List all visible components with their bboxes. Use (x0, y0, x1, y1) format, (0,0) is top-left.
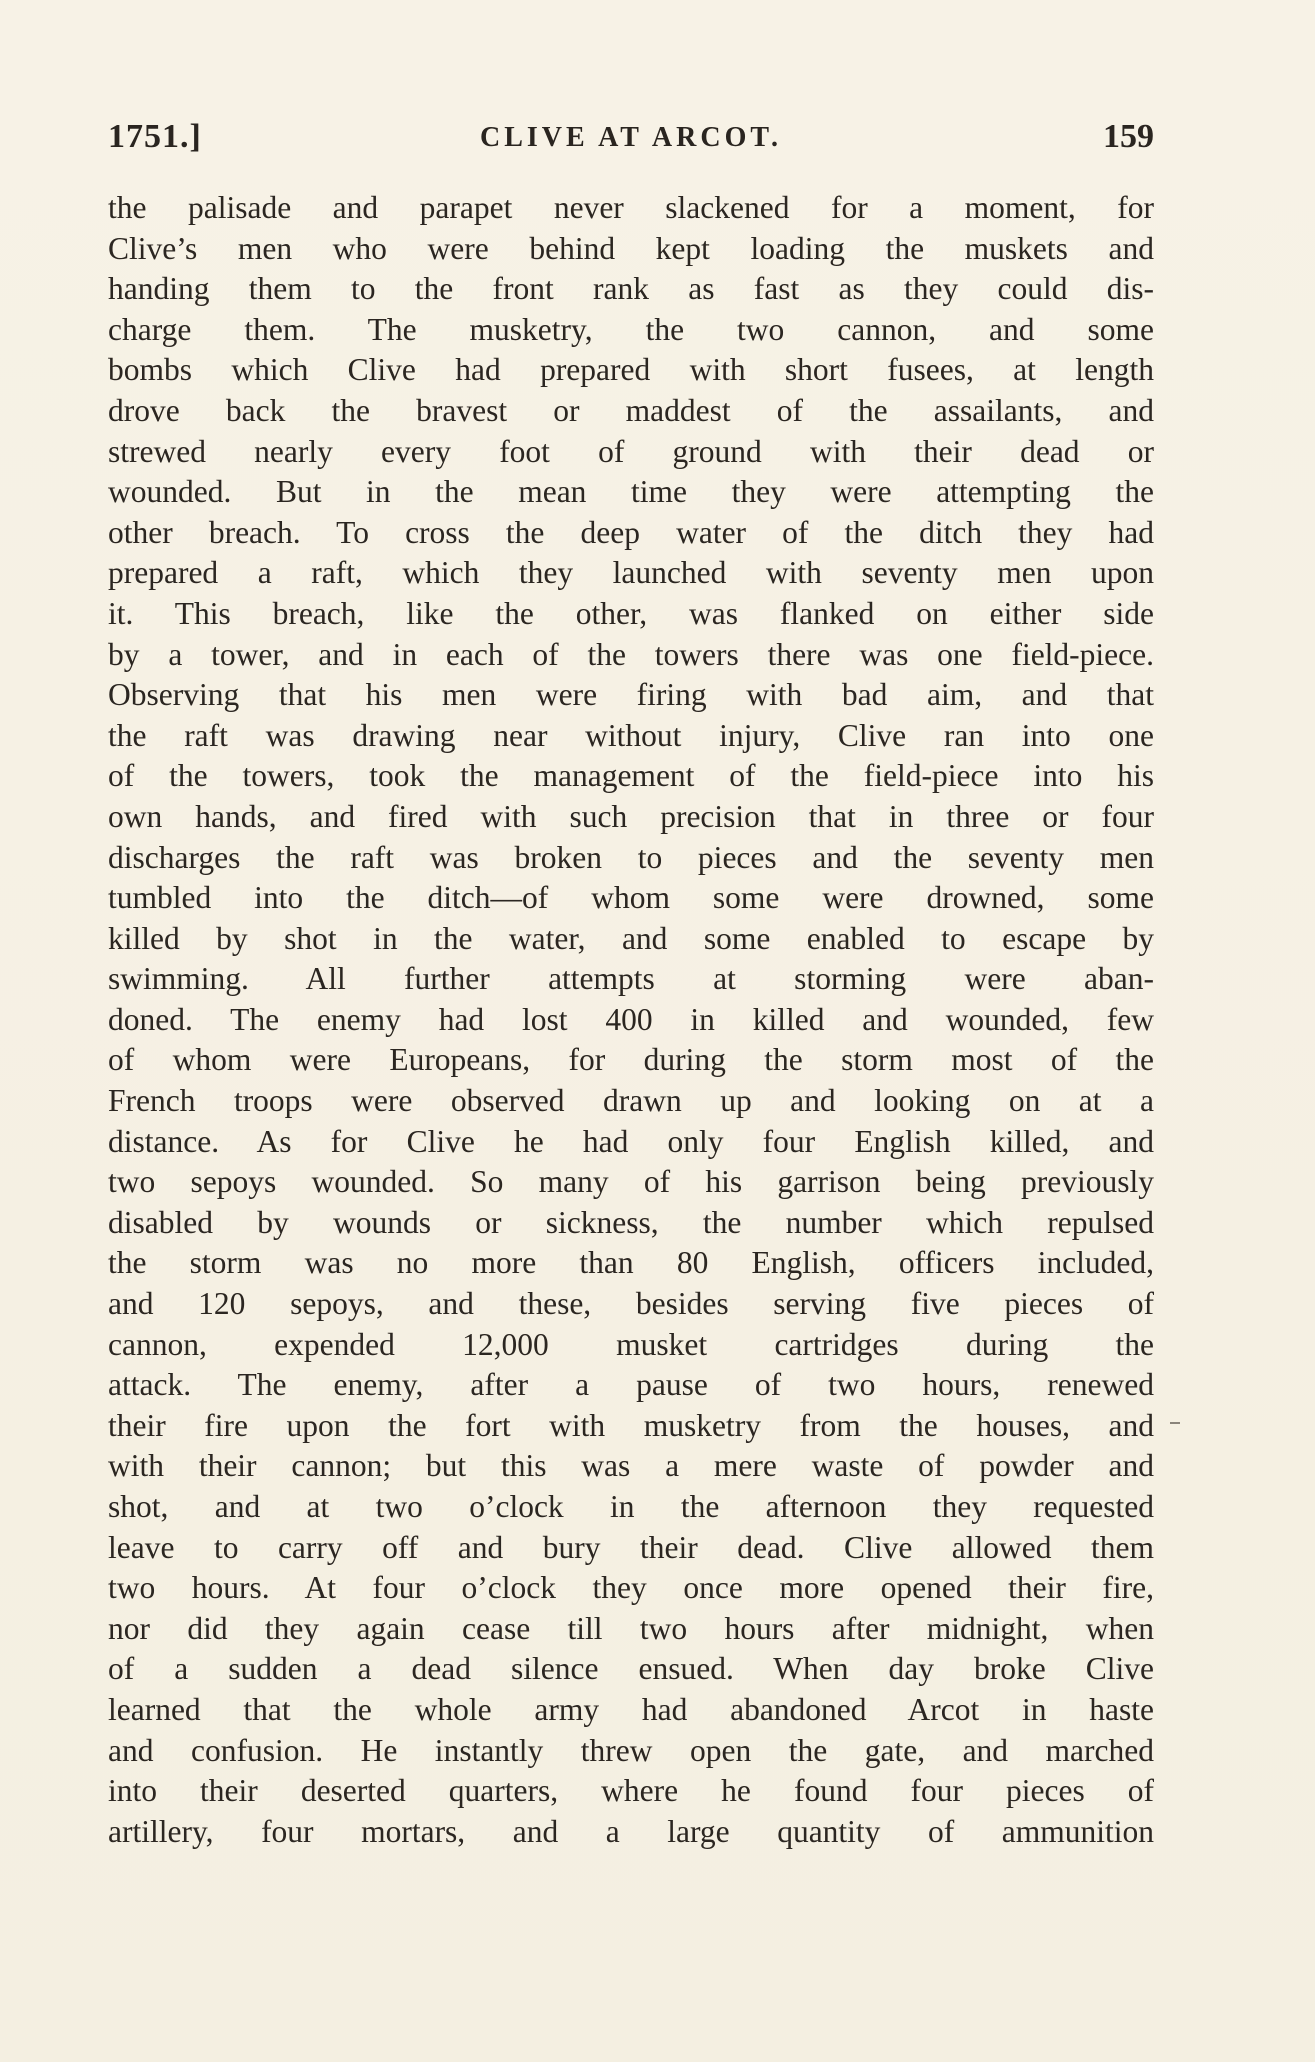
text-line: other breach. To cross the deep water of the ditch they had (108, 514, 1154, 550)
text-line: Clive’s men who were behind kept loading the muskets and (108, 230, 1154, 266)
text-line: bombs which Clive had prepared with short fusees, at length (108, 352, 1154, 388)
text-line: the palisade and parapet never slackened for a moment, for (108, 190, 1154, 225)
margin-mark (1170, 1422, 1180, 1424)
text-line: disabled by wounds or sickness, the number which repulsed (108, 1204, 1154, 1240)
body-text (108, 188, 1154, 1852)
text-line: drove back the bravest or maddest of the assailants, and (108, 392, 1154, 428)
text-line: discharges the raft was broken to pieces and the seventy men (108, 839, 1154, 875)
text-line: two sepoys wounded. So many of his garrison being previously (108, 1164, 1154, 1200)
text-line: of whom were Europeans, for during the storm most of the (108, 1042, 1154, 1078)
text-line: own hands, and fired with such precision that in three or four (108, 798, 1154, 834)
text-line: learned that the whole army had abandoned Arcot in haste (108, 1691, 1154, 1727)
text-line: swimming. All further attempts at storming were aban- (108, 961, 1154, 997)
text-line: two hours. At four o’clock they once more opened their fire, (108, 1570, 1154, 1606)
text-line: nor did they again cease till two hours after midnight, when (108, 1610, 1154, 1646)
text-line: killed by shot in the water, and some enabled to escape by (108, 920, 1154, 956)
text-line: of a sudden a dead silence ensued. When day broke Clive (108, 1651, 1154, 1687)
text-line: it. This breach, like the other, was flanked on either side (108, 595, 1154, 631)
text-line: attack. The enemy, after a pause of two hours, renewed (108, 1367, 1154, 1403)
text-line: French troops were observed drawn up and looking on at a (108, 1083, 1154, 1119)
text-line: strewed nearly every foot of ground with their dead or (108, 433, 1154, 469)
text-line: doned. The enemy had lost 400 in killed and wounded, few (108, 1001, 1154, 1037)
text-line: the raft was drawing near without injury, Clive ran into one (108, 717, 1154, 753)
text-line: handing them to the front rank as fast as they could dis- (108, 271, 1154, 307)
text-line: the storm was no more than 80 English, officers included, (108, 1245, 1154, 1281)
text-line: cannon, expended 12,000 musket cartridges during the (108, 1326, 1154, 1362)
text-line: and confusion. He instantly threw open the gate, and marched (108, 1732, 1154, 1768)
header-year: 1751.] (108, 118, 202, 155)
page-number: 159 (1103, 118, 1154, 155)
text-line: by a tower, and in each of the towers there was one field-piece. (108, 636, 1154, 672)
text-line: leave to carry off and bury their dead. Clive allowed them (108, 1529, 1154, 1565)
text-line: their fire upon the fort with musketry from the houses, and (108, 1407, 1154, 1443)
text-line: tumbled into the ditch—of whom some were drowned, some (108, 880, 1154, 916)
text-line: prepared a raft, which they launched with seventy men upon (108, 555, 1154, 591)
text-line: into their deserted quarters, where he found four pieces of (108, 1773, 1154, 1809)
text-line: charge them. The musketry, the two cannon, and some (108, 311, 1154, 347)
text-line: with their cannon; but this was a mere waste of powder and (108, 1448, 1154, 1484)
text-line: of the towers, took the management of the field-piece into his (108, 758, 1154, 794)
text-line: distance. As for Clive he had only four English killed, and (108, 1123, 1154, 1159)
header-running-title: CLIVE AT ARCOT. (480, 122, 782, 153)
text-line: Observing that his men were firing with bad aim, and that (108, 677, 1154, 713)
text-line: and 120 sepoys, and these, besides serving five pieces of (108, 1286, 1154, 1322)
text-line: shot, and at two o’clock in the afternoon they requested (108, 1489, 1154, 1524)
text-line: wounded. But in the mean time they were attempting the (108, 474, 1154, 510)
running-header (108, 118, 1154, 158)
text-line: artillery, four mortars, and a large quantity of ammunition (108, 1813, 1154, 1849)
